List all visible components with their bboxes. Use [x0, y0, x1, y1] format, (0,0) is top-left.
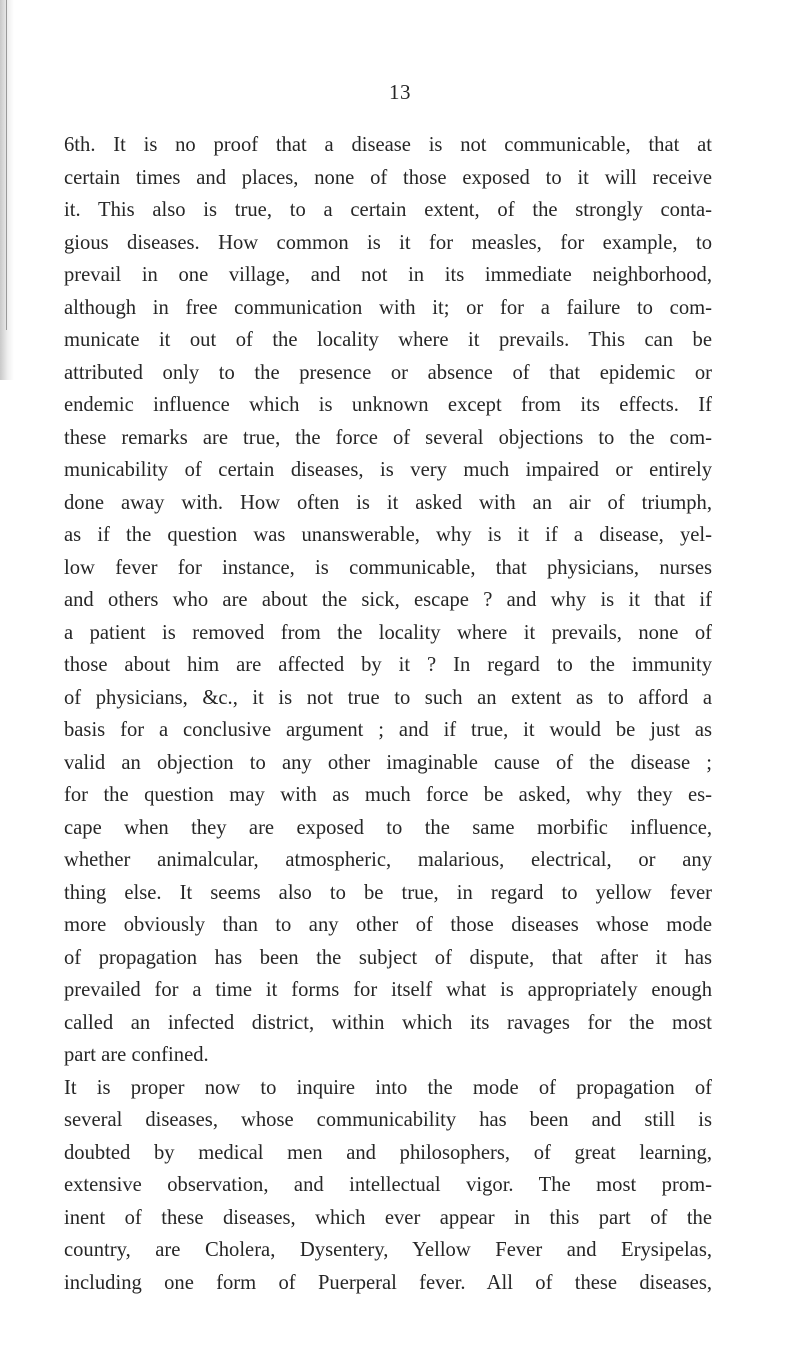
text-line: including one form of Puerperal fever. All of these diseases, — [64, 1271, 712, 1294]
text-line: basis for a conclusive argument ; and if true, it would be just as — [64, 719, 712, 741]
page-edge-line — [6, 0, 7, 330]
text-line: as if the question was unanswerable, why is it if a disease, yel- — [64, 524, 712, 546]
text-line: thing else. It seems also to be true, in regard to yellow fever — [64, 881, 712, 904]
text-line: doubted by medical men and philosophers, of great learning, — [64, 1141, 712, 1164]
text-line: endemic influence which is unknown except from its effects. If — [64, 394, 712, 416]
text-line: of propagation has been the subject of dispute, that after it has — [64, 946, 712, 969]
text-line: and others who are about the sick, escape ? and why is it that if — [64, 589, 712, 611]
text-line: attributed only to the presence or absence of that epidemic or — [64, 361, 712, 384]
text-line: cape when they are exposed to the same morbific influence, — [64, 816, 712, 839]
page-edge-shadow — [0, 0, 14, 380]
text-line: whether animalcular, atmospheric, malarious, electrical, or any — [64, 849, 712, 871]
text-line: certain times and places, none of those exposed to it will receive — [64, 166, 712, 189]
text-line: low fever for instance, is communicable, that physicians, nurses — [64, 556, 712, 579]
text-line: for the question may with as much force be asked, why they es- — [64, 784, 712, 806]
text-line: a patient is removed from the locality where it prevails, none of — [64, 621, 712, 644]
text-line: municate it out of the locality where it prevails. This can be — [64, 329, 712, 351]
text-line: country, are Cholera, Dysentery, Yellow Fever and Erysipelas, — [64, 1239, 712, 1261]
text-line: those about him are affected by it ? In regard to the immunity — [64, 654, 712, 676]
text-line-paragraph-start: It is proper now to inquire into the mode of propagation of — [64, 1076, 712, 1099]
text-line: although in free communication with it; or for a failure to com- — [64, 296, 712, 319]
text-line: it. This also is true, to a certain extent, of the strongly conta- — [64, 199, 712, 221]
text-line: prevail in one village, and not in its immediate neighborhood, — [64, 264, 712, 286]
text-line: municability of certain diseases, is very much impaired or entirely — [64, 459, 712, 481]
body-text — [64, 129, 712, 1299]
text-line: of physicians, &c., it is not true to such an extent as to afford a — [64, 686, 712, 709]
text-line: called an infected district, within which its ravages for the most — [64, 1011, 712, 1034]
text-line: these remarks are true, the force of several objections to the com- — [64, 426, 712, 449]
text-line: valid an objection to any other imaginable cause of the disease ; — [64, 751, 712, 774]
text-line: prevailed for a time it forms for itself what is appropriately enough — [64, 979, 712, 1001]
page-number: 13 — [389, 80, 411, 104]
text-line: done away with. How often is it asked with an air of triumph, — [64, 491, 712, 514]
text-line: 6th. It is no proof that a disease is not communicable, that at — [64, 134, 712, 156]
text-line: gious diseases. How common is it for measles, for example, to — [64, 231, 712, 254]
text-line: several diseases, whose communicability has been and still is — [64, 1109, 712, 1131]
text-line: extensive observation, and intellectual vigor. The most prom- — [64, 1174, 712, 1196]
text-line-paragraph-end: part are confined. — [64, 1044, 209, 1066]
text-line: more obviously than to any other of those diseases whose mode — [64, 914, 712, 936]
text-line: inent of these diseases, which ever appear in this part of the — [64, 1206, 712, 1229]
